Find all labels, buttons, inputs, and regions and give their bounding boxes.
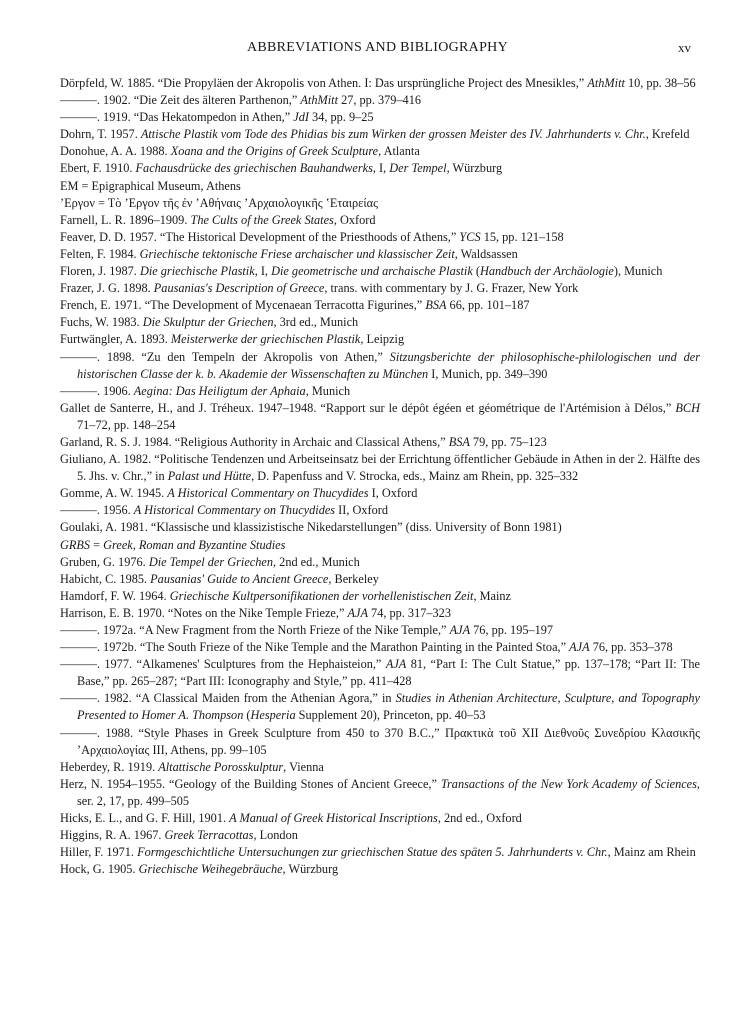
entry-author: ———. 1956. — [60, 503, 131, 518]
bibliography-entry — [60, 451, 700, 485]
bibliography-entry — [60, 92, 700, 109]
bibliography-list — [60, 75, 700, 878]
entry-title-italic: AJA — [385, 657, 407, 672]
bibliography-entry — [60, 622, 700, 639]
entry-text: 66, pp. 101–187 — [446, 298, 530, 313]
entry-text: , trans. with commentary by J. G. Frazer, New York — [324, 281, 579, 296]
entry-author: Donohue, A. A. 1988. — [60, 144, 168, 159]
entry-author: French, E. 1971. — [60, 298, 142, 313]
entry-author: Ebert, F. 1910. — [60, 161, 133, 176]
entry-title-italic: Formgeschichtliche Untersuchungen zur griechischen Statue des späten 5. Jahrhunderts v. Chr. — [137, 845, 608, 860]
entry-text: , I, — [254, 264, 272, 279]
entry-text: 81, “Part I: The Cult Statue,” pp. 137–178; “Part II: The Base,” pp. 265–287; “Part III: Iconography and Style,” pp. 411–428 — [77, 657, 700, 689]
entry-text: “Geology of the Building Stones of Ancient Greece,” — [165, 776, 441, 791]
entry-title-italic: Pausanias's Description of Greece — [153, 281, 325, 296]
entry-title-italic: BCH — [675, 400, 700, 415]
entry-text: , D. Papenfuss and V. Strocka, eds., Mainz am Rhein, pp. 325–332 — [251, 469, 579, 484]
entry-title-italic: AthMitt — [300, 93, 338, 108]
entry-title-italic: Greek Terracottas — [164, 828, 254, 843]
entry-text: “Religious Authority in Archaic and Classical Athens,” — [171, 434, 449, 449]
entry-text: “The Historical Development of the Priesthoods of Athens,” — [156, 229, 460, 244]
entry-author: Garland, R. S. J. 1984. — [60, 434, 172, 449]
entry-title-italic: Handbuch der Archäologie — [479, 264, 614, 279]
entry-title-italic: Aegina: Das Heiligtum der Aphaia — [133, 383, 306, 398]
entry-text: ( — [472, 264, 480, 279]
bibliography-entry — [60, 554, 700, 571]
bibliography-entry — [60, 776, 700, 810]
entry-text: , Vienna — [283, 759, 324, 774]
bibliography-entry — [60, 195, 700, 212]
entry-author: Gruben, G. 1976. — [60, 554, 146, 569]
entry-author: Fuchs, W. 1983. — [60, 315, 140, 330]
bibliography-entry — [60, 690, 700, 724]
entry-author: Furtwängler, A. 1893. — [60, 332, 168, 347]
bibliography-entry — [60, 314, 700, 331]
bibliography-entry — [60, 297, 700, 314]
entry-text: , Würzburg — [446, 161, 503, 176]
entry-title-italic: BSA — [425, 298, 447, 313]
entry-author: Hamdorf, F. W. 1964. — [60, 588, 167, 603]
bibliography-entry — [60, 485, 700, 502]
entry-author: Hiller, F. 1971. — [60, 845, 135, 860]
entry-title-italic: AthMitt — [587, 76, 625, 90]
entry-title-italic: Die geometrische und archaische Plastik — [271, 264, 473, 279]
entry-title-italic: Transactions of the New York Academy of Sciences — [440, 776, 697, 791]
entry-title-italic: Meisterwerke der griechischen Plastik — [170, 332, 361, 347]
entry-text: “Politische Tendenzen und Arbeitseinsatz bei der Errichtung öffentlicher Gebäude in Athen in der 2. Hälfte des 5. Jhs. v. Chr.,” in — [77, 452, 700, 484]
entry-title-italic: Pausanias' Guide to Ancient Greece — [150, 571, 329, 586]
entry-text: , Mainz — [473, 588, 512, 603]
entry-title-italic: Hesperia — [250, 708, 296, 723]
entry-title-italic: YCS — [459, 229, 481, 244]
bibliography-entry — [60, 280, 700, 297]
entry-text: “Alkamenes' Sculptures from the Hephaisteion,” — [132, 657, 386, 672]
page-title: ABBREVIATIONS AND BIBLIOGRAPHY — [246, 40, 508, 55]
entry-author: Dörpfeld, W. 1885. — [60, 76, 155, 90]
entry-text: , Mainz am Rhein — [607, 845, 696, 860]
entry-author: ———. 1972b. — [60, 640, 137, 655]
entry-author: Gomme, A. W. 1945. — [60, 486, 165, 501]
entry-author: Gallet de Santerre, H., and J. Tréheux. 1947–1948. — [60, 400, 317, 415]
entry-text: 27, pp. 379–416 — [338, 93, 422, 108]
running-header — [60, 40, 695, 60]
entry-title-italic: Griechische tektonische Friese archaischer und klassischer Zeit — [139, 246, 455, 261]
entry-text: “Notes on the Nike Temple Frieze,” — [164, 605, 348, 620]
entry-author: Hicks, E. L., and G. F. Hill, 1901. — [60, 811, 227, 826]
bibliography-entry — [60, 502, 700, 519]
entry-text: II, Oxford — [335, 503, 389, 518]
bibliography-entry — [60, 639, 700, 656]
entry-author: Farnell, L. R. 1896–1909. — [60, 212, 188, 227]
entry-text: ( — [243, 708, 251, 723]
entry-title-italic: Altattische Porosskulptur — [158, 759, 284, 774]
entry-title-italic: AJA — [347, 605, 368, 620]
entry-text: , Waldsassen — [454, 246, 518, 261]
entry-text: “Style Phases in Greek Sculpture from 450 to 370 B.C.,” Πρακτικὰ τοῦ XII Διεθνοῦς Συνεδρίου Κλασικῆς ʼΑρχαιολογίας III, Athens, pp. 99–105 — [77, 725, 701, 757]
entry-author: ———. 1972a. — [60, 623, 137, 637]
page-number: xv — [678, 40, 691, 55]
entry-title-italic: Greek, Roman and Byzantine Studies — [103, 537, 286, 552]
entry-text: , I, — [372, 161, 390, 176]
bibliography-entry — [60, 331, 700, 348]
entry-title-italic: Die Skulptur der Griechen — [142, 315, 274, 330]
bibliography-entry — [60, 827, 700, 844]
entry-text: , Atlanta — [378, 144, 420, 159]
entry-author: ———. 1906. — [60, 383, 131, 398]
entry-text: I, Munich, pp. 349–390 — [428, 366, 548, 381]
bibliography-entry — [60, 519, 700, 536]
entry-title-italic: AJA — [569, 640, 590, 655]
bibliography-entry — [60, 588, 700, 605]
entry-author: ———. 1919. — [60, 110, 131, 125]
entry-title-italic: Die Tempel der Griechen — [148, 554, 274, 569]
entry-title-italic: Sitzungsberichte der philosophische-philologischen und der historischen Classe der k. b. Akademie der Wissenschaften zu München — [77, 349, 701, 381]
entry-text: = — [90, 537, 104, 552]
bibliography-entry — [60, 212, 700, 229]
entry-text: “A Classical Maiden from the Athenian Agora,” in — [131, 691, 396, 706]
bibliography-entry — [60, 143, 700, 160]
entry-text: = Τὸ ʼΕργον τῆς ἐν ʼΑθήναις ʼΑρχαιολογικῆς ʽΕταιρείας — [94, 195, 378, 210]
entry-text: “Die Propyläen der Akropolis von Athen. I: Das ursprüngliche Project des Mnesikles,” — [154, 76, 588, 90]
entry-title-italic: Fachausdrücke des griechischen Bauhandwerks — [135, 161, 373, 176]
entry-title-italic: BSA — [448, 434, 470, 449]
entry-title-italic: Griechische Kultpersonifikationen der vorhellenistischen Zeit — [169, 588, 474, 603]
entry-author: Giuliano, A. 1982. — [60, 452, 152, 467]
bibliography-entry — [60, 434, 700, 451]
entry-text: 10, pp. 38–56 — [624, 76, 696, 90]
entry-author: Habicht, C. 1985. — [60, 571, 148, 586]
bibliography-entry — [60, 725, 700, 759]
bibliography-entry — [60, 759, 700, 776]
entry-author: Herz, N. 1954–1955. — [60, 776, 166, 791]
entry-text: “Zu den Tempeln der Akropolis von Athen,” — [134, 349, 390, 364]
entry-text: , 2nd ed., Munich — [273, 554, 360, 569]
entry-title-italic: A Manual of Greek Historical Inscriptions — [229, 811, 438, 826]
entry-text: , Würzburg — [282, 862, 339, 877]
bibliography-entry — [60, 400, 700, 434]
entry-text: 79, pp. 75–123 — [469, 434, 547, 449]
entry-author: EM — [60, 178, 79, 193]
entry-text: = Epigraphical Museum, Athens — [78, 178, 241, 193]
entry-title-italic: Studies in Athenian Architecture, Sculpture, and Topography Presented to Homer A. Thompson — [77, 691, 700, 723]
entry-title-italic: A Historical Commentary on Thucydides — [167, 486, 369, 501]
bibliography-entry — [60, 246, 700, 263]
entry-text: 76, pp. 353–378 — [589, 640, 673, 655]
entry-text: , 2nd ed., Oxford — [437, 811, 522, 826]
entry-text: “Rapport sur le dépôt égéen et géométrique de l'Artémision à Délos,” — [316, 400, 676, 415]
entry-text: , Munich — [305, 383, 351, 398]
entry-author: Dohrn, T. 1957. — [60, 127, 138, 142]
entry-text: “The South Frieze of the Nike Temple and the Marathon Painting in the Painted Stoa,” — [136, 640, 570, 655]
entry-author: GRBS — [60, 537, 91, 552]
entry-title-italic: Der Tempel — [389, 161, 447, 176]
entry-text: 76, pp. 195–197 — [470, 623, 554, 637]
entry-text: “Die Zeit des älteren Parthenon,” — [130, 93, 301, 108]
entry-text: 71–72, pp. 148–254 — [77, 417, 176, 432]
entry-author: Frazer, J. G. 1898. — [60, 281, 151, 296]
bibliography-entry — [60, 571, 700, 588]
entry-text: “Das Hekatompedon in Athen,” — [130, 110, 294, 125]
entry-text: “The Development of Mycenaean Terracotta Figurines,” — [141, 298, 426, 313]
entry-text: , ser. 2, 17, pp. 499–505 — [77, 776, 700, 808]
entry-author: ʼΕργον — [60, 195, 95, 210]
entry-author: Heberdey, R. 1919. — [60, 759, 156, 774]
entry-author: ———. 1902. — [60, 93, 131, 108]
entry-author: Higgins, R. A. 1967. — [60, 828, 162, 843]
bibliography-entry — [60, 861, 700, 878]
bibliography-entry — [60, 160, 700, 177]
entry-text: , Oxford — [333, 212, 376, 227]
entry-author: Harrison, E. B. 1970. — [60, 605, 165, 620]
entry-author: Hock, G. 1905. — [60, 862, 136, 877]
entry-text: ), Munich — [613, 264, 663, 279]
entry-text: I, Oxford — [368, 486, 418, 501]
bibliography-entry — [60, 844, 700, 861]
entry-text: “Klassische und klassizistische Nikedarstellungen” (diss. University of Bonn 1981) — [147, 520, 562, 535]
entry-author: ———. 1988. — [60, 725, 134, 740]
entry-title-italic: A Historical Commentary on Thucydides — [133, 503, 336, 518]
entry-text: , London — [253, 828, 298, 843]
entry-title-italic: Palast und Hütte — [167, 469, 252, 484]
bibliography-entry — [60, 349, 700, 383]
bibliography-entry — [60, 126, 700, 143]
entry-text: , Leipzig — [360, 332, 405, 347]
entry-author: Floren, J. 1987. — [60, 264, 137, 279]
bibliography-entry — [60, 605, 700, 622]
bibliography-entry — [60, 263, 700, 280]
bibliography-entry — [60, 178, 700, 195]
entry-text: , 3rd ed., Munich — [273, 315, 359, 330]
entry-title-italic: Xoana and the Origins of Greek Sculpture — [170, 144, 379, 159]
entry-text: Supplement 20), Princeton, pp. 40–53 — [295, 708, 486, 723]
bibliography-entry — [60, 109, 700, 126]
entry-title-italic: Griechische Weihegebräuche — [138, 862, 283, 877]
entry-text: 74, pp. 317–323 — [367, 605, 451, 620]
entry-author: ———. 1898. — [60, 349, 135, 364]
entry-title-italic: Die griechische Plastik — [139, 264, 255, 279]
entry-text: , Berkeley — [328, 571, 379, 586]
entry-title-italic: AJA — [449, 623, 471, 637]
bibliography-entry — [60, 229, 700, 246]
entry-text: 15, pp. 121–158 — [480, 229, 564, 244]
entry-author: Feaver, D. D. 1957. — [60, 229, 157, 244]
entry-title-italic: The Cults of the Greek States — [190, 212, 334, 227]
bibliography-entry — [60, 656, 700, 690]
entry-author: ———. 1977. — [60, 657, 133, 672]
entry-text: , Krefeld — [645, 127, 690, 142]
entry-title-italic: JdI — [293, 110, 309, 125]
bibliography-entry — [60, 537, 700, 554]
bibliography-entry — [60, 75, 700, 92]
entry-author: Felten, F. 1984. — [60, 246, 137, 261]
entry-title-italic: Attische Plastik vom Tode des Phidias bis zum Wirken der grossen Meister des IV. Jahrhunderts v. Chr. — [140, 127, 646, 142]
entry-author: Goulaki, A. 1981. — [60, 520, 148, 535]
entry-text: “A New Fragment from the North Frieze of the Nike Temple,” — [136, 623, 450, 637]
entry-text: 34, pp. 9–25 — [308, 110, 374, 125]
bibliography-entry — [60, 810, 700, 827]
entry-author: ———. 1982. — [60, 691, 132, 706]
bibliography-entry — [60, 383, 700, 400]
